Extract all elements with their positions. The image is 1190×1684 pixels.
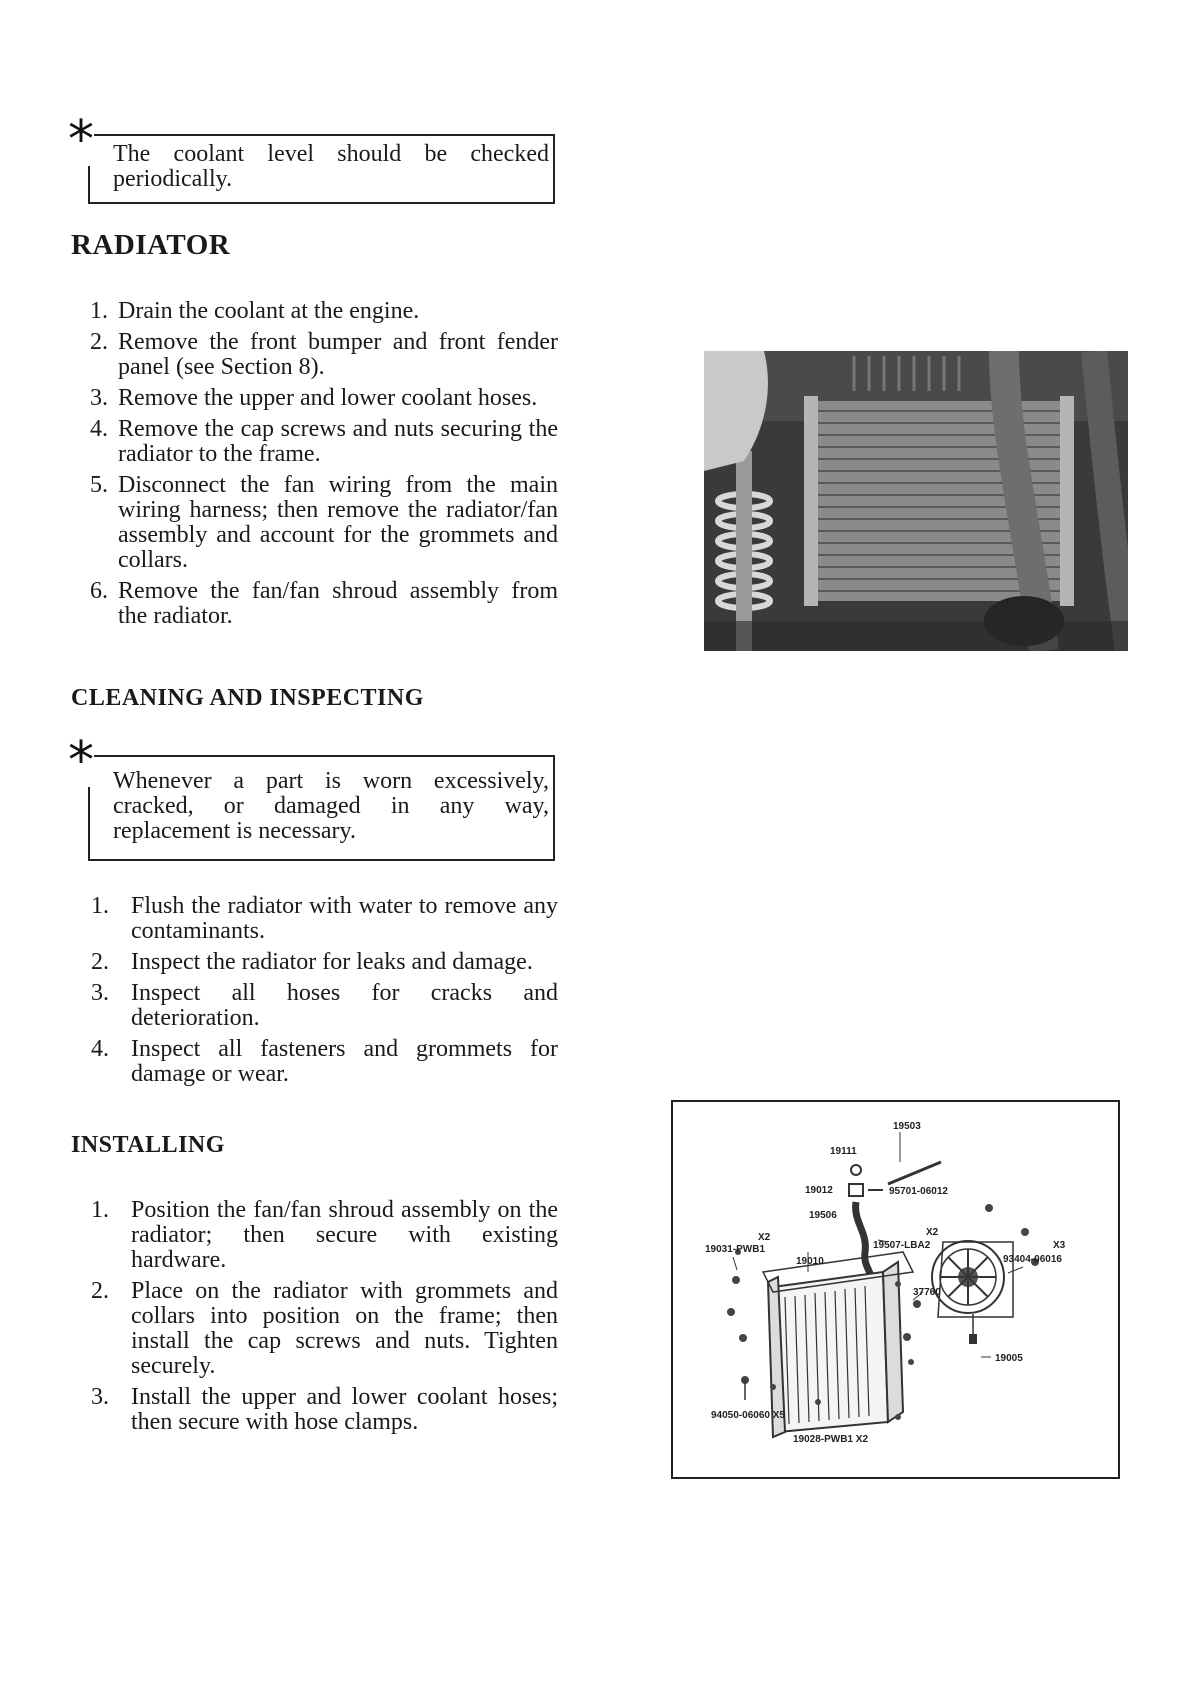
label-19005: 19005 [995,1353,1023,1364]
installing-heading: INSTALLING [71,1132,225,1158]
radiator-step-5: 5. Disconnect the fan wiring from the main wiring harness; then remove the radiator/fan assembly and account for the grommets and collars. [90,472,558,573]
label-19028-pwb1-x2: 19028-PWB1 X2 [793,1434,869,1445]
radiator-step-1: 1. Drain the coolant at the engine. [90,298,420,324]
asterisk-icon: * [68,731,94,791]
installing-step-3: 3. Install the upper and lower coolant hoses; then secure with hose clamps. [91,1384,558,1435]
cleaning-step-4: 4. Inspect all fasteners and grommets for damage or wear. [91,1036,558,1087]
radiator-steps [90,298,558,635]
radiator-heading: RADIATOR [71,229,231,261]
radiator-step-4: 4. Remove the cap screws and nuts securing the radiator to the frame. [90,416,558,467]
cleaning-heading: CLEANING AND INSPECTING [71,685,424,711]
label-19111: 19111 [830,1146,857,1157]
label-19503: 19503 [893,1121,921,1132]
cleaning-step-3: 3. Inspect all hoses for cracks and deterioration. [91,980,558,1031]
radiator-step-6: 6. Remove the fan/fan shroud assembly from the radiator. [90,578,558,629]
installing-steps [91,1197,558,1441]
coolant-note-box [68,110,555,204]
radiator-step-3: 3. Remove the upper and lower coolant hoses. [90,385,538,411]
cleaning-step-2: 2. Inspect the radiator for leaks and damage. [91,949,533,975]
coolant-note-text: The coolant level should be checked periodically. [113,141,549,192]
radiator-step-2: 2. Remove the front bumper and front fender panel (see Section 8). [90,329,558,380]
label-19012: 19012 [805,1185,833,1196]
radiator-parts-diagram [671,1100,1120,1479]
label-93404-06016: 93404-06016 [1003,1254,1062,1265]
cleaning-step-1: 1. Flush the radiator with water to remove any contaminants. [91,893,558,944]
cleaning-steps [91,893,558,1093]
label-37760: 37760 [913,1287,941,1298]
label-x2-right: X2 [926,1227,939,1238]
label-x2-left: X2 [758,1232,771,1243]
installing-step-1: 1. Position the fan/fan shroud assembly on the radiator; then secure with existing hardware. [91,1197,558,1273]
radiator-photo [704,351,1128,651]
label-19506: 19506 [809,1210,837,1221]
label-19031-pwb1: 19031-PWB1 [705,1244,766,1255]
installing-step-2: 2. Place on the radiator with grommets and collars into position on the frame; then install the cap screws and nuts. Tighten securely. [91,1278,558,1379]
label-19507-lba2: 19507-LBA2 [873,1240,931,1251]
label-95701-06012: 95701-06012 [889,1186,948,1197]
asterisk-icon: * [68,110,94,170]
replacement-note-text: Whenever a part is worn excessively, cracked, or damaged in any way, replacement is necessary. [113,768,549,844]
replacement-note-box [68,731,555,861]
label-x3: X3 [1053,1240,1066,1251]
label-19010: 19010 [796,1256,824,1267]
label-94050-06060-x5: 94050-06060 X5 [711,1410,785,1421]
